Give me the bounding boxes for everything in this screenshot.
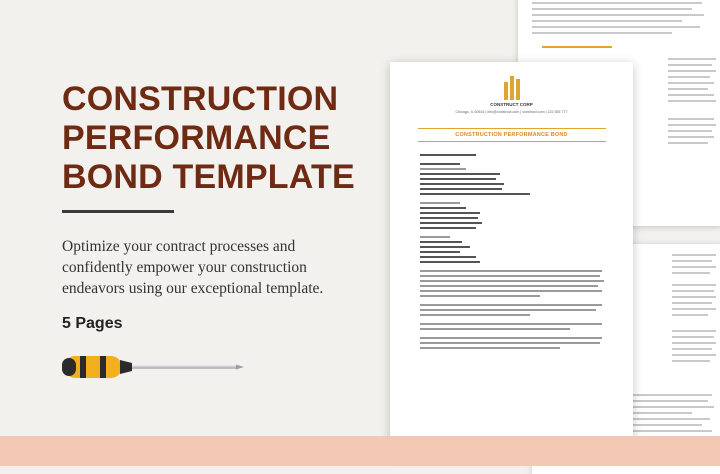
hero-title-line-1: CONSTRUCTION	[62, 80, 339, 118]
hero-title-line-2: PERFORMANCE	[62, 119, 331, 157]
document-preview	[390, 62, 633, 454]
company-name: CONSTRUCT CORP	[490, 102, 533, 107]
hero-description: Optimize your contract processes and confidently empower your construction endeavors using our exceptional template.	[62, 238, 324, 297]
screwdriver-icon	[58, 348, 248, 384]
document-title: CONSTRUCTION PERFORMANCE BOND	[455, 132, 568, 138]
page-count: 5 Pages	[62, 315, 123, 332]
title-rule-top	[418, 128, 606, 129]
title-divider	[62, 210, 174, 213]
bottom-band	[0, 436, 720, 466]
title-rule-bottom	[418, 141, 606, 142]
hero-title	[62, 80, 392, 197]
company-contact: Chicago, IL 60616 | info@construct.com | construct.com | 222 555 777	[455, 110, 568, 114]
hero-title-line-3: BOND TEMPLATE	[62, 158, 355, 196]
building-logo-icon	[502, 74, 522, 100]
